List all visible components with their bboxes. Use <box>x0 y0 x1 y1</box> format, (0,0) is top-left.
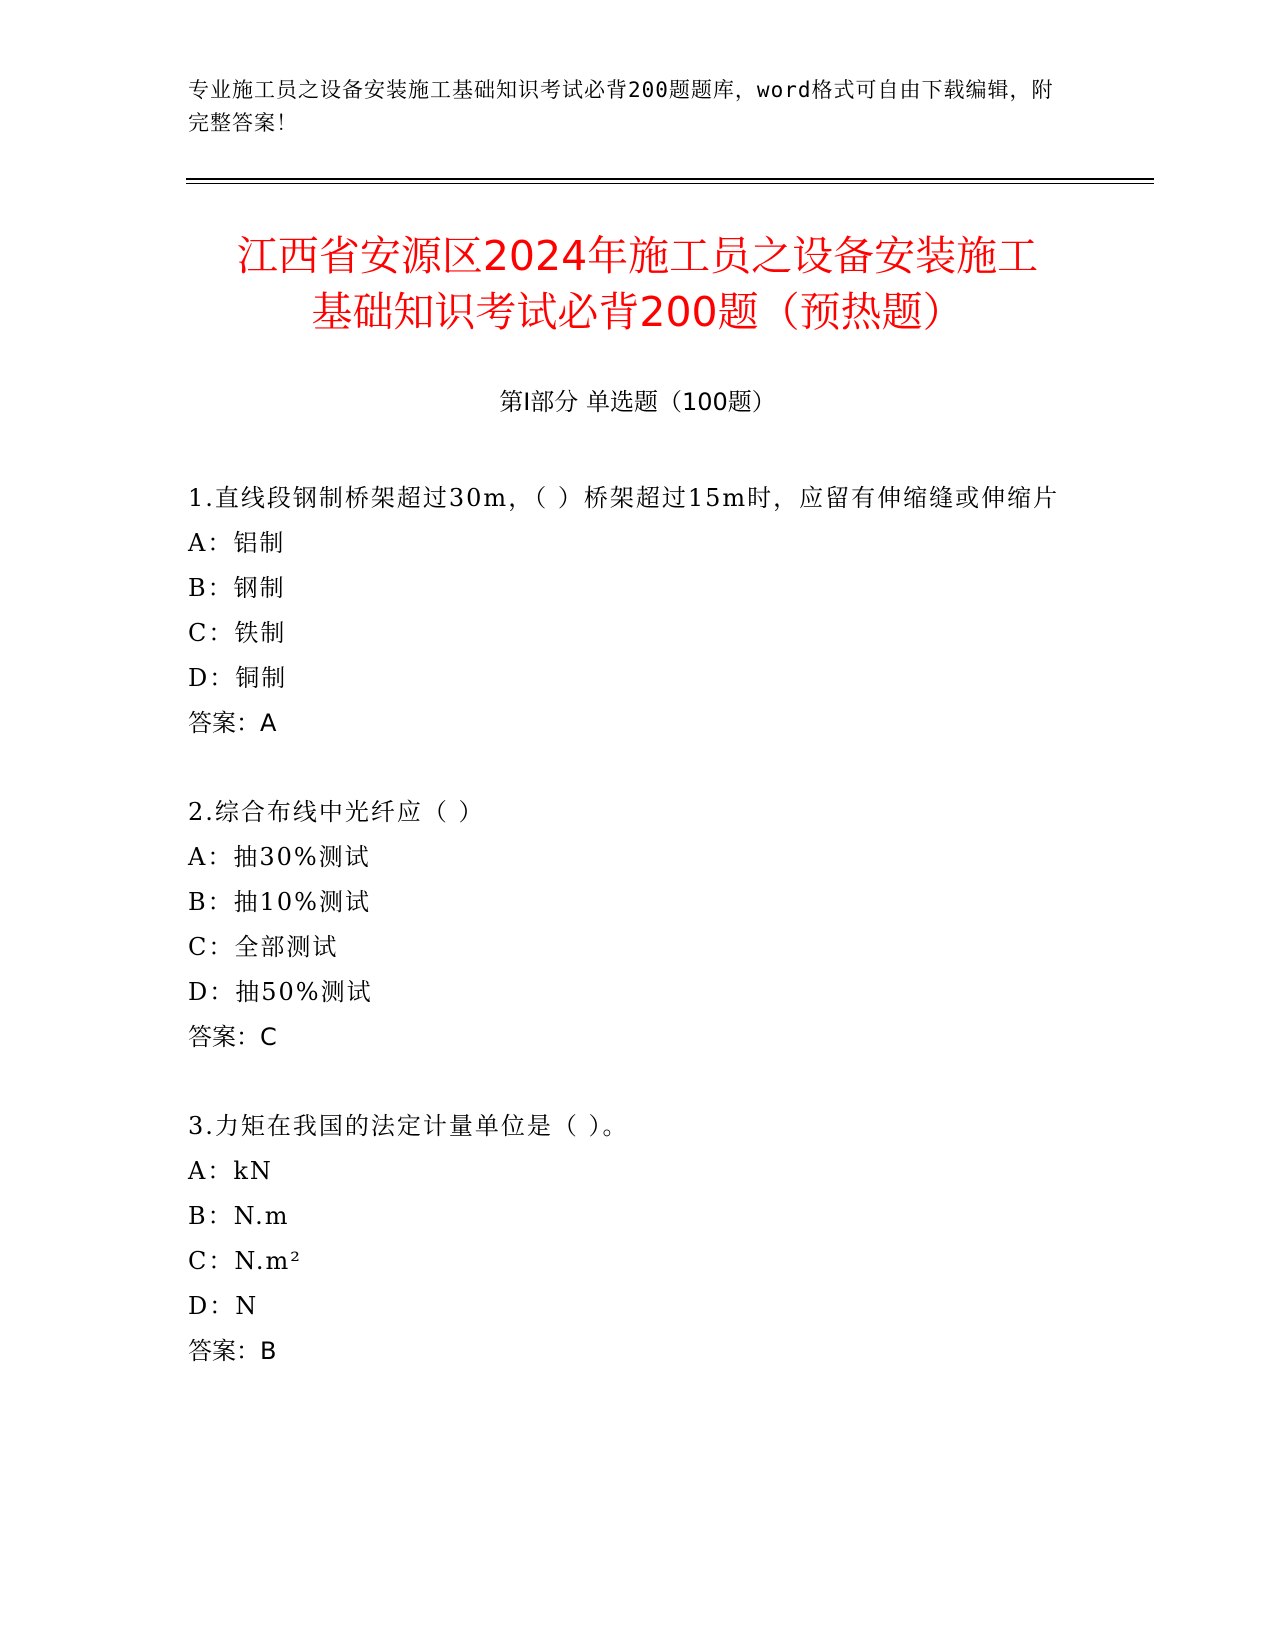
option-d: D：铜制 <box>188 664 288 692</box>
option-b: B：N.m <box>188 1202 290 1230</box>
option-a: A：抽30%测试 <box>188 843 371 871</box>
question-list <box>188 476 1068 1418</box>
question-1 <box>188 476 1068 746</box>
option-d: D：抽50%测试 <box>188 978 373 1006</box>
option-b: B：钢制 <box>188 574 286 602</box>
question-stem: 1.直线段钢制桥架超过30m，（ ）桥架超过15m时，应留有伸缩缝或伸缩片 <box>188 484 1060 512</box>
option-a: A：铝制 <box>188 529 286 557</box>
header-note: 专业施工员之设备安装施工基础知识考试必背200题题库，word格式可自由下载编辑，附完整答案！ <box>188 78 1054 135</box>
option-a: A：kN <box>188 1157 273 1185</box>
answer: 答案：A <box>188 709 277 737</box>
title-line-1: 江西省安源区2024年施工员之设备安装施工 <box>236 232 1039 280</box>
question-stem: 3.力矩在我国的法定计量单位是（ ）。 <box>188 1112 629 1140</box>
option-b: B：抽10%测试 <box>188 888 371 916</box>
option-c: C：全部测试 <box>188 933 339 961</box>
answer: 答案：B <box>188 1337 277 1365</box>
question-2 <box>188 790 1068 1060</box>
header-divider-thick <box>186 178 1154 180</box>
title-line-2: 基础知识考试必背200题（预热题） <box>311 288 964 336</box>
option-c: C：铁制 <box>188 619 287 647</box>
option-c: C：N.m² <box>188 1247 302 1275</box>
header-divider-thin <box>186 183 1154 184</box>
section-heading: 第Ⅰ部分 单选题（100题） <box>499 388 776 416</box>
document-title <box>150 228 1125 340</box>
answer: 答案：C <box>188 1023 277 1051</box>
question-stem: 2.综合布线中光纤应（ ） <box>188 798 485 826</box>
question-3 <box>188 1104 1068 1374</box>
option-d: D：N <box>188 1292 259 1320</box>
